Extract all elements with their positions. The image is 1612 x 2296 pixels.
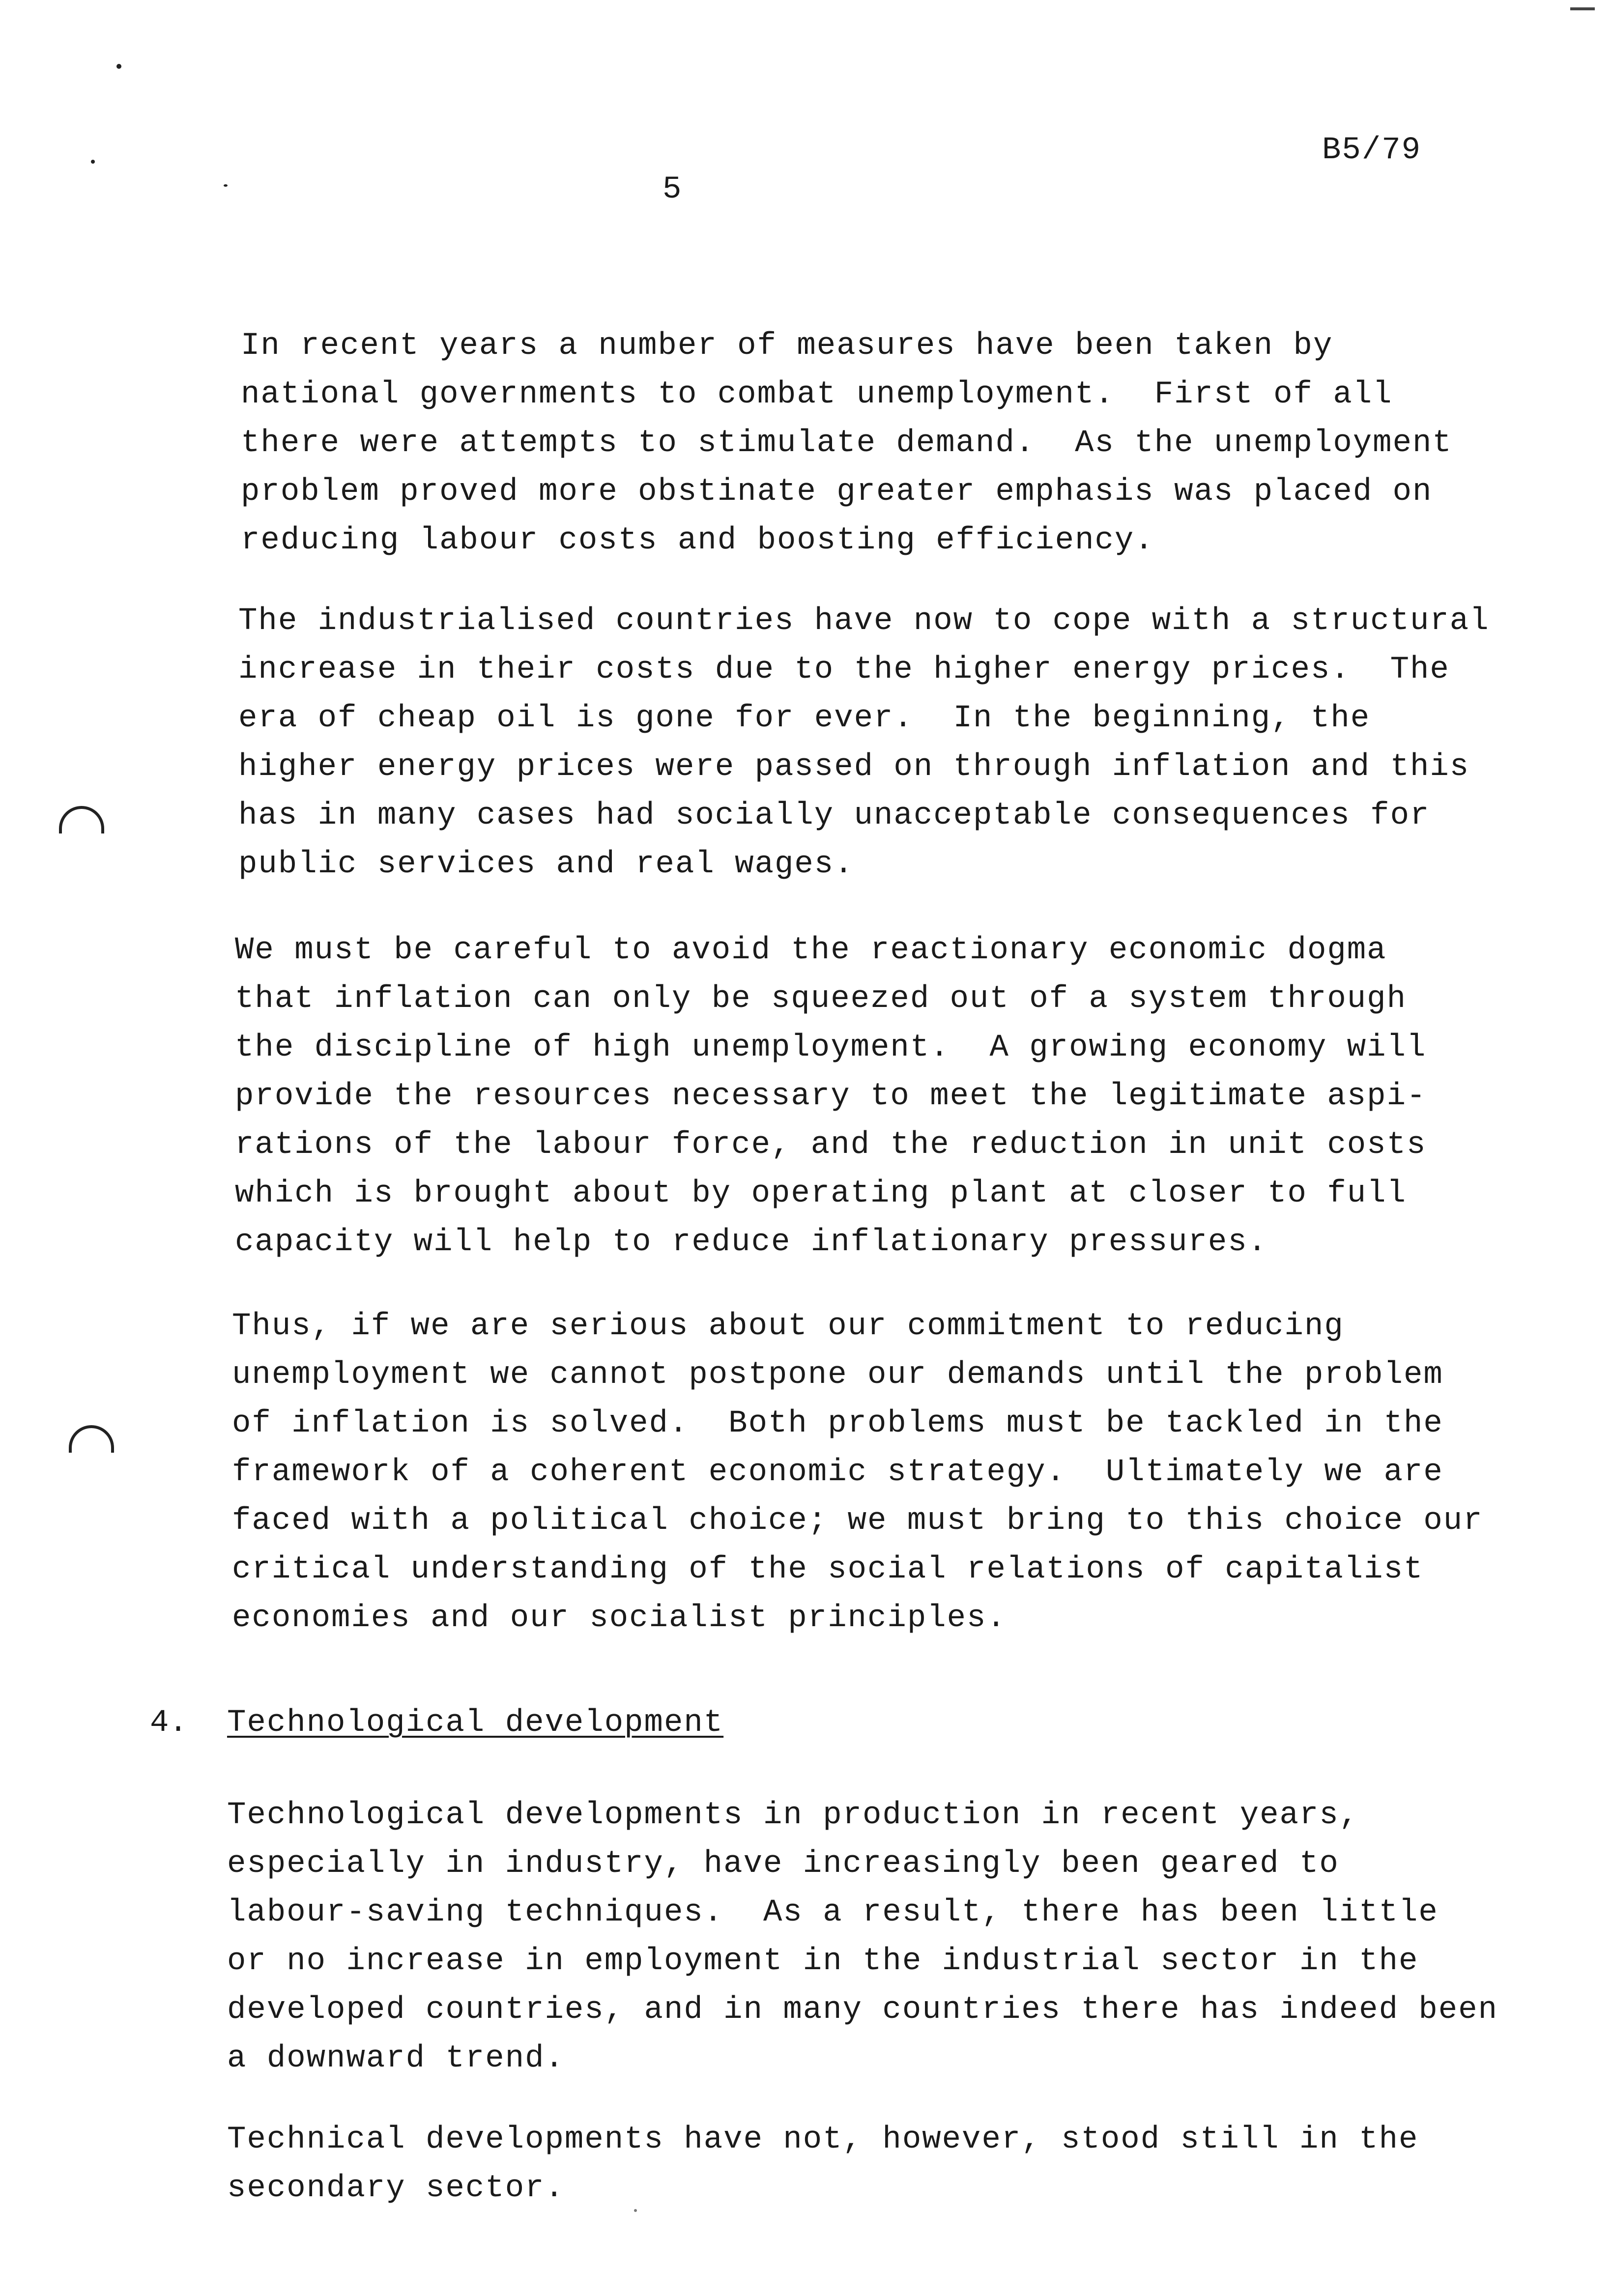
text-line: there were attempts to stimulate demand. As the unemployment <box>241 426 1452 461</box>
paragraph <box>232 1302 1500 1643</box>
page-number: 5 <box>662 172 682 207</box>
text-line: era of cheap oil is gone for ever. In the beginning, the <box>238 701 1371 736</box>
text-line: especially in industry, have increasingly been geared to <box>227 1846 1339 1882</box>
scan-mark <box>116 64 121 69</box>
text-line: or no increase in employment in the industrial sector in the <box>227 1944 1419 1979</box>
document-reference: B5/79 <box>1322 133 1422 168</box>
text-line: We must be careful to avoid the reactionary economic dogma <box>235 933 1387 968</box>
text-line: has in many cases had socially unacceptable consequences for <box>238 798 1430 833</box>
scan-mark <box>224 184 228 187</box>
text-line: rations of the labour force, and the reduction in unit costs <box>235 1127 1427 1163</box>
text-line: critical understanding of the social relations of capitalist <box>232 1552 1424 1587</box>
text-line: higher energy prices were passed on through inflation and this <box>238 749 1470 785</box>
paragraph <box>227 1791 1498 2083</box>
scan-mark <box>91 160 95 164</box>
text-line: faced with a political choice; we must bring to this choice our <box>232 1503 1483 1539</box>
paragraph <box>227 2116 1495 2213</box>
text-line: capacity will help to reduce inflationary pressures. <box>235 1225 1268 1260</box>
text-line: increase in their costs due to the higher energy prices. The <box>238 652 1450 688</box>
text-line: secondary sector. <box>227 2171 565 2206</box>
text-line: of inflation is solved. Both problems must be tackled in the <box>232 1406 1443 1441</box>
text-line: framework of a coherent economic strategy. Ultimately we are <box>232 1455 1443 1490</box>
text-line: In recent years a number of measures have been taken by <box>241 328 1333 364</box>
scan-mark <box>1570 7 1595 10</box>
text-line: labour-saving techniques. As a result, there has been little <box>227 1895 1439 1930</box>
text-line: economies and our socialist principles. <box>232 1601 1007 1636</box>
text-line: public services and real wages. <box>238 847 854 882</box>
text-line: The industrialised countries have now to cope with a structural <box>238 603 1490 639</box>
paragraph <box>235 926 1503 1267</box>
text-line: unemployment we cannot postpone our demands until the problem <box>232 1357 1443 1393</box>
text-line: Technical developments have not, however, stood still in the <box>227 2122 1419 2157</box>
text-line: reducing labour costs and boosting efficiency. <box>241 523 1154 558</box>
paragraph <box>238 597 1506 889</box>
text-line: which is brought about by operating plant at closer to full <box>235 1176 1407 1211</box>
paragraph <box>241 322 1509 565</box>
text-line: provide the resources necessary to meet the legitimate aspi- <box>235 1079 1427 1114</box>
text-line: that inflation can only be squeezed out of a system through <box>235 981 1407 1017</box>
text-line: Thus, if we are serious about our commitment to reducing <box>232 1309 1344 1344</box>
text-line: the discipline of high unemployment. A growing economy will <box>235 1030 1427 1065</box>
text-line: national governments to combat unemployment. First of all <box>241 377 1393 412</box>
section-number: 4. <box>150 1705 188 1741</box>
text-line: a downward trend. <box>227 2041 565 2076</box>
punch-hole-icon <box>59 806 104 833</box>
punch-hole-icon <box>69 1425 114 1453</box>
text-line: developed countries, and in many countries there has indeed been <box>227 1992 1498 2028</box>
section-heading: Technological development <box>227 1705 724 1741</box>
text-line: problem proved more obstinate greater emphasis was placed on <box>241 474 1433 510</box>
text-line: Technological developments in production in recent years, <box>227 1798 1359 1833</box>
